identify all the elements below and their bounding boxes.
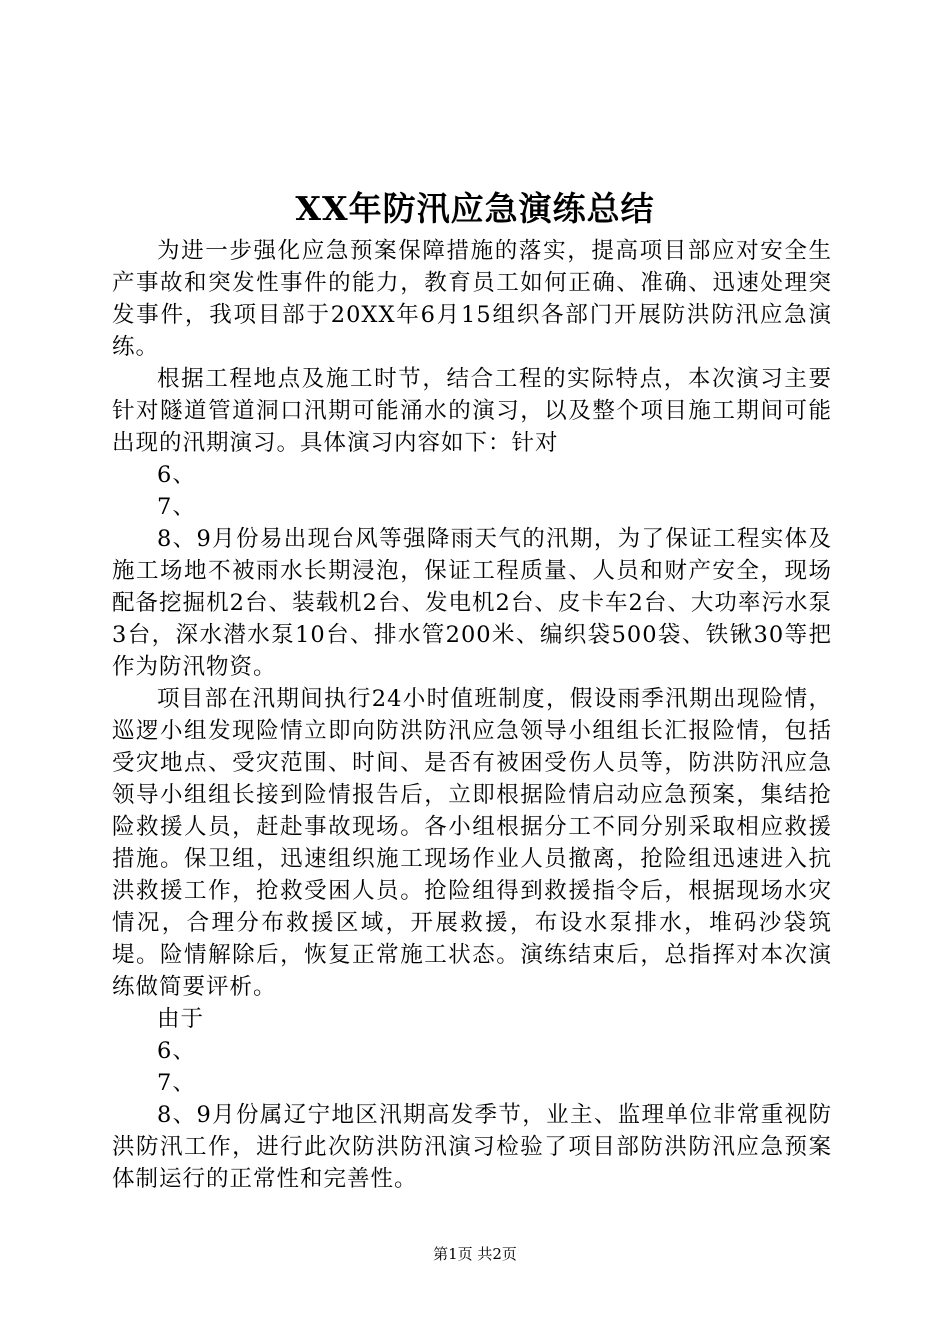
paragraph-item-7: 7、 — [157, 494, 196, 520]
paragraph-item-6: 6、 — [157, 462, 196, 488]
paragraph-procedure: 项目部在汛期间执行24小时值班制度，假设雨季汛期出现险情，巡逻小组发现险情立即向防洪防汛应急领导小组组长汇报险情，包括受灾地点、受灾范围、时间、是否有被困受伤人员等，防洪防汛应急领导小组组长接到险情报告后，立即根据险情启动应急预案，集结抢险救援人员，赶赴事故现场。各小组根据分工不同分别采取相应救援措施。保卫组，迅速组织施工现场作业人员撤离，抢险组迅速进入抗洪救援工作，抢救受困人员。抢险组得到救援指令后，根据现场水灾情况，合理分布救援区域，开展救援，布设水泵排水，堆码沙袋筑堤。险情解除后，恢复正常施工状态。演练结束后，总指挥对本次演练做简要评析。 — [112, 686, 832, 1000]
paragraph-conclusion: 8、9月份属辽宁地区汛期高发季节，业主、监理单位非常重视防洪防汛工作，进行此次防洪防汛演习检验了项目部防洪防汛应急预案体制运行的正常性和完善性。 — [112, 1102, 832, 1192]
paragraph-intro: 为进一步强化应急预案保障措施的落实，提高项目部应对安全生产事故和突发性事件的能力，教育员工如何正确、准确、迅速处理突发事件，我项目部于20XX年6月15组织各部门开展防洪防汛应急演练。 — [112, 238, 832, 360]
paragraph-item-7b: 7、 — [157, 1070, 196, 1096]
document-body — [112, 235, 832, 1195]
document-title: XX年防汛应急演练总结 — [295, 189, 655, 228]
page-footer: 第1页 共2页 — [433, 1245, 517, 1263]
paragraph-item-6b: 6、 — [157, 1038, 196, 1064]
paragraph-drill-scope: 根据工程地点及施工时节，结合工程的实际特点，本次演习主要针对隧道管道洞口汛期可能涌水的演习，以及整个项目施工期间可能出现的汛期演习。具体演习内容如下：针对 — [112, 366, 832, 456]
paragraph-materials: 8、9月份易出现台风等强降雨天气的汛期，为了保证工程实体及施工场地不被雨水长期浸泡，保证工程质量、人员和财产安全，现场配备挖掘机2台、装载机2台、发电机2台、皮卡车2台、大功率污水泵3台，深水潜水泵10台、排水管200米、编织袋500袋、铁锹30等把作为防汛物资。 — [112, 526, 832, 680]
paragraph-reason: 由于 — [157, 1006, 205, 1032]
